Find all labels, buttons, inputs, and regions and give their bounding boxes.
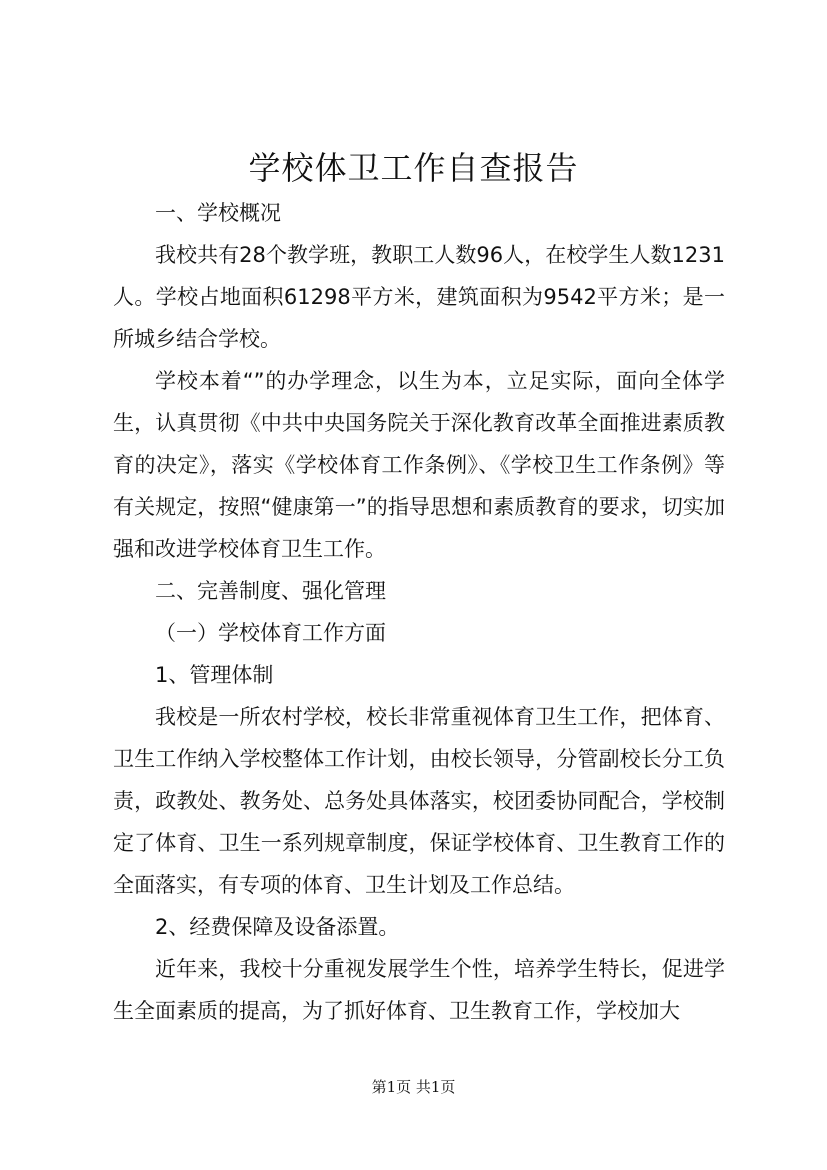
subsection-heading-pe-work: （一）学校体育工作方面 [155,621,386,645]
item-heading-management-system: 1、管理体制 [155,663,274,687]
paragraph-funding: 近年来，我校十分重视发展学生个性，培养学生特长，促进学生全面素质的提高，为了抓好体育、卫生教育工作，学校加大 [113,957,725,1023]
item-heading-funding: 2、经费保障及设备添置。 [155,915,400,939]
section-heading-overview: 一、学校概况 [155,201,281,225]
section-heading-management: 二、完善制度、强化管理 [155,579,386,603]
document-title: 学校体卫工作自查报告 [248,149,579,187]
page-footer: 第1页 共1页 [371,1078,456,1096]
paragraph-management-system: 我校是一所农村学校，校长非常重视体育卫生工作，把体育、卫生工作纳入学校整体工作计划，由校长领导，分管副校长分工负责，政教处、教务处、总务处具体落实，校团委协同配合，学校制定了体育、卫生一系列规章制度，保证学校体育、卫生教育工作的全面落实，有专项的体育、卫生计划及工作总结。 [113,705,725,897]
paragraph-school-philosophy: 学校本着“”的办学理念，以生为本，立足实际，面向全体学生，认真贯彻《中共中央国务院关于深化教育改革全面推进素质教育的决定》，落实《学校体育工作条例》、《学校卫生工作条例》等有关规定，按照“健康第一”的指导思想和素质教育的要求，切实加强和改进学校体育卫生工作。 [113,369,725,561]
paragraph-school-stats: 我校共有28个教学班，教职工人数96人，在校学生人数1231人。学校占地面积61298平方米，建筑面积为9542平方米；是一所城乡结合学校。 [113,243,725,351]
document-body [113,192,725,1032]
